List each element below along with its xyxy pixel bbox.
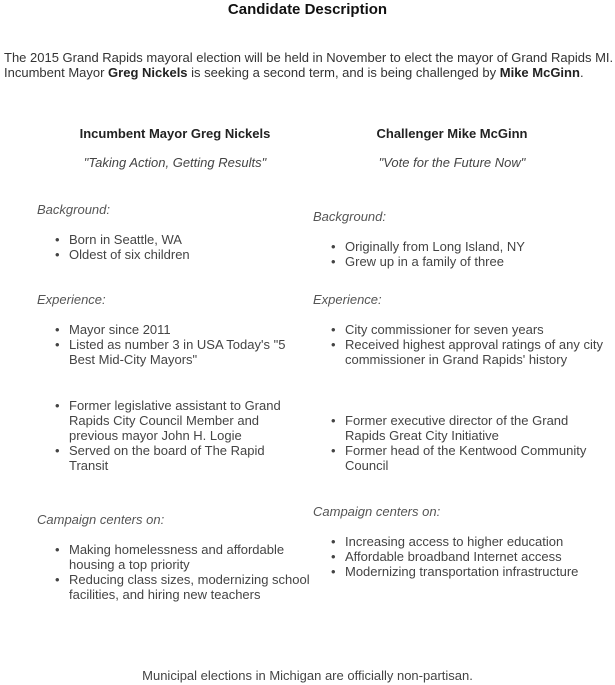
list-item: • City commissioner for seven years xyxy=(313,322,603,337)
intro-paragraph xyxy=(4,50,614,80)
incumbent-campaign-label: Campaign centers on: xyxy=(37,512,165,527)
list-item: • Modernizing transportation infrastructure xyxy=(313,564,603,579)
incumbent-heading: Incumbent Mayor Greg Nickels xyxy=(79,126,271,141)
list-item: • Former head of the Kentwood Community Council xyxy=(313,443,603,473)
incumbent-slogan: "Taking Action, Getting Results" xyxy=(83,155,267,170)
challenger-heading: Challenger Mike McGinn xyxy=(376,126,528,141)
list-item: • Affordable broadband Internet access xyxy=(313,549,603,564)
list-item: • Making homelessness and affordable housing a top priority xyxy=(37,542,315,572)
list-item: • Former legislative assistant to Grand Rapids City Council Member and previous mayor John H. Logie xyxy=(37,398,307,443)
incumbent-name-bold: Greg Nickels xyxy=(108,65,188,80)
challenger-background-list xyxy=(313,239,603,269)
list-item: • Grew up in a family of three xyxy=(313,254,603,269)
intro-text-3: . xyxy=(579,65,584,80)
incumbent-background-label: Background: xyxy=(37,202,110,217)
list-item: • Oldest of six children xyxy=(37,247,307,262)
list-item: • Increasing access to higher education xyxy=(313,534,603,549)
list-item: • Originally from Long Island, NY xyxy=(313,239,603,254)
incumbent-experience-label: Experience: xyxy=(37,292,106,307)
intro-text-1: The 2015 Grand Rapids mayoral election will be held in November to elect the mayor of Grand Rapids MI. Incumbent Mayor xyxy=(4,50,614,80)
list-item: • Served on the board of The Rapid Transit xyxy=(37,443,307,473)
list-item: • Received highest approval ratings of any city commissioner in Grand Rapids' history xyxy=(313,337,603,367)
challenger-campaign-list xyxy=(313,534,603,579)
challenger-name-bold: Mike McGinn xyxy=(499,65,580,80)
challenger-slogan: "Vote for the Future Now" xyxy=(378,155,526,170)
incumbent-experience-list-2 xyxy=(37,398,307,473)
list-item: • Former executive director of the Grand Rapids Great City Initiative xyxy=(313,413,603,443)
page-title: Candidate Description xyxy=(227,1,388,18)
challenger-experience-list-2 xyxy=(313,413,603,473)
footer-note: Municipal elections in Michigan are officially non-partisan. xyxy=(142,668,473,683)
list-item: • Born in Seattle, WA xyxy=(37,232,307,247)
incumbent-experience-list xyxy=(37,322,307,367)
list-item: • Mayor since 2011 xyxy=(37,322,307,337)
challenger-background-label: Background: xyxy=(313,209,386,224)
list-item: • Reducing class sizes, modernizing school facilities, and hiring new teachers xyxy=(37,572,315,602)
incumbent-campaign-list xyxy=(37,542,315,602)
list-item: • Listed as number 3 in USA Today's "5 Best Mid-City Mayors" xyxy=(37,337,307,367)
challenger-campaign-label: Campaign centers on: xyxy=(313,504,441,519)
challenger-experience-list xyxy=(313,322,603,367)
incumbent-background-list xyxy=(37,232,307,262)
challenger-experience-label: Experience: xyxy=(313,292,382,307)
intro-text-2: is seeking a second term, and is being challenged by xyxy=(187,65,500,80)
